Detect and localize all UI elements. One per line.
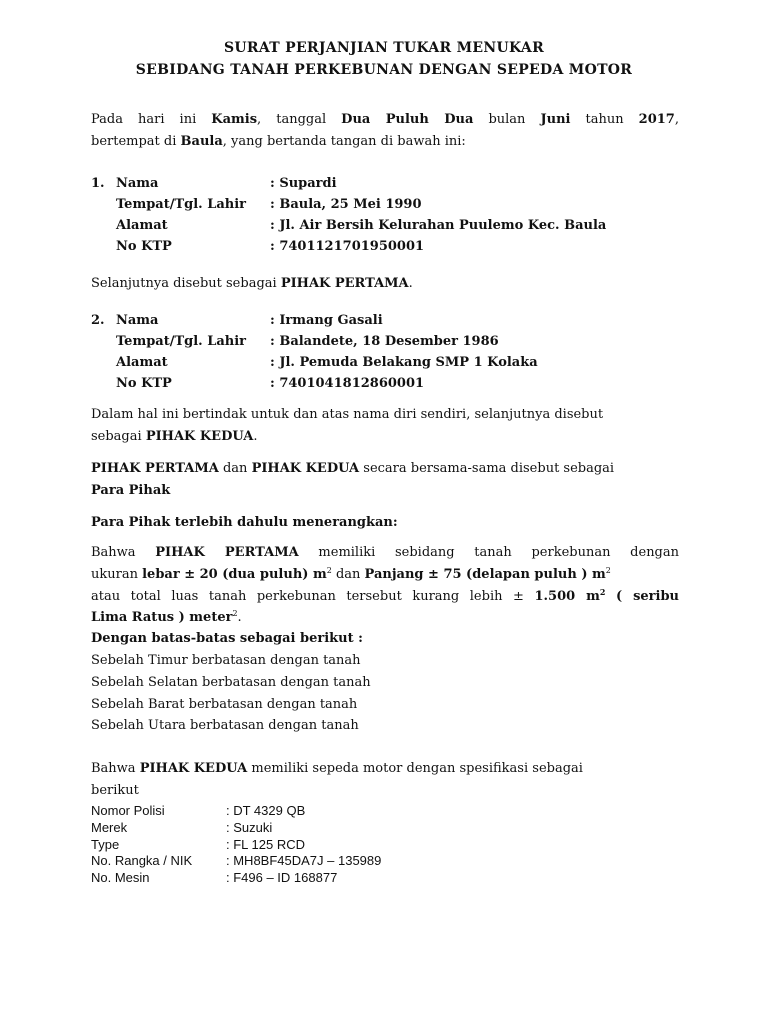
- intro-month: Juni: [540, 112, 571, 127]
- body-text: atau total luas tanah perkebunan tersebut kurang lebih ±: [91, 589, 524, 604]
- body-text: .: [408, 276, 413, 291]
- body-text: memiliki sepeda motor dengan spesifikasi sebagai: [251, 761, 583, 776]
- intro-line-1: [91, 112, 679, 127]
- field-value: : Jl. Pemuda Belakang SMP 1 Kolaka: [270, 355, 538, 370]
- field-label: Tempat/Tgl. Lahir: [116, 197, 247, 212]
- boundary-item: Sebelah Barat berbatasan dengan tanah: [91, 697, 358, 712]
- field-value: : 7401041812860001: [270, 376, 425, 391]
- field-label: Nama: [116, 176, 159, 191]
- superscript: 2: [232, 609, 238, 618]
- intro-day: Kamis: [211, 112, 258, 127]
- party-number: 1.: [91, 176, 105, 191]
- intro-text: , yang bertanda tangan di bawah ini:: [222, 134, 466, 149]
- intro-line-2: [91, 134, 679, 149]
- boundary-item: Sebelah Timur berbatasan dengan tanah: [91, 653, 361, 668]
- intro-date: Dua Puluh Dua: [341, 112, 474, 127]
- field-value: : Baula, 25 Mei 1990: [270, 197, 422, 212]
- motor-line-2: berikut: [91, 783, 139, 798]
- field-value: : Irmang Gasali: [270, 313, 383, 328]
- spec-label: Type: [91, 837, 120, 852]
- land-length: Panjang ± 75 (delapan puluh ) m: [364, 567, 606, 582]
- field-value: : Supardi: [270, 176, 337, 191]
- land-line-1: [91, 545, 679, 560]
- body-text: memiliki sebidang tanah perkebunan dengan: [318, 545, 680, 560]
- land-total-area: [534, 589, 605, 604]
- body-text: ukuran: [91, 567, 138, 582]
- area-words: Lima Ratus ) meter: [91, 610, 233, 625]
- spec-value: : DT 4329 QB: [226, 803, 306, 818]
- both-parties-line-1: [91, 461, 679, 476]
- party-term: PIHAK KEDUA: [139, 761, 248, 776]
- field-label: No KTP: [116, 239, 172, 254]
- spec-label: No. Rangka / NIK: [91, 853, 193, 868]
- spec-value: : MH8BF45DA7J – 135989: [226, 853, 382, 868]
- intro-year: 2017: [638, 112, 675, 127]
- spec-label: Nomor Polisi: [91, 803, 165, 818]
- party-term: PIHAK PERTAMA: [91, 461, 219, 476]
- intro-text: , tanggal: [257, 112, 327, 127]
- party-2-designation-line-1: Dalam hal ini bertindak untuk dan atas nama diri sendiri, selanjutnya disebut: [91, 407, 604, 422]
- spec-value: : Suzuki: [226, 820, 273, 835]
- both-parties-line-2: Para Pihak: [91, 483, 171, 498]
- intro-text: Pada hari ini: [91, 112, 197, 127]
- explanation-heading: Para Pihak terlebih dahulu menerangkan:: [91, 515, 398, 530]
- intro-text: ,: [674, 112, 679, 127]
- spec-value: : F496 – ID 168877: [226, 870, 338, 885]
- body-text: .: [253, 429, 258, 444]
- spec-value: : FL 125 RCD: [226, 837, 305, 852]
- superscript: 2: [599, 587, 606, 597]
- body-text: dan: [335, 567, 361, 582]
- body-text: Bahwa: [91, 545, 136, 560]
- body-text: .: [237, 610, 242, 625]
- land-line-3: [91, 589, 679, 604]
- boundary-heading: Dengan batas-batas sebagai berikut :: [91, 631, 363, 646]
- party-term: PIHAK PERTAMA: [155, 545, 299, 560]
- field-value: : Balandete, 18 Desember 1986: [270, 334, 499, 349]
- document-title-line-1: SURAT PERJANJIAN TUKAR MENUKAR: [223, 40, 545, 56]
- spec-label: No. Mesin: [91, 870, 150, 885]
- superscript: 2: [605, 566, 611, 575]
- area-value: 1.500 m: [534, 589, 600, 604]
- party-term: PIHAK PERTAMA: [280, 276, 409, 291]
- superscript: 2: [326, 566, 332, 575]
- area-words: ( seribu: [616, 589, 680, 604]
- boundary-item: Sebelah Selatan berbatasan dengan tanah: [91, 675, 371, 690]
- field-label: No KTP: [116, 376, 172, 391]
- field-label: Alamat: [116, 218, 168, 233]
- spec-label: Merek: [91, 820, 128, 835]
- body-text: sebagai: [91, 429, 142, 444]
- body-text: Bahwa: [91, 761, 136, 776]
- boundary-item: Sebelah Utara berbatasan dengan tanah: [91, 718, 359, 733]
- land-line-2: [91, 567, 679, 582]
- party-2-designation-line-2: [91, 429, 679, 444]
- intro-text: bulan: [488, 112, 526, 127]
- intro-text: tahun: [585, 112, 624, 127]
- motor-line-1: [91, 761, 679, 776]
- land-line-4: [91, 610, 679, 625]
- party-1-designation: [91, 276, 679, 291]
- body-text: dan: [222, 461, 248, 476]
- body-text: Selanjutnya disebut sebagai: [91, 276, 277, 291]
- field-label: Alamat: [116, 355, 168, 370]
- intro-place: Baula: [180, 134, 223, 149]
- party-term: PIHAK KEDUA: [145, 429, 254, 444]
- field-value: : 7401121701950001: [270, 239, 425, 254]
- party-number: 2.: [91, 313, 105, 328]
- party-term: PIHAK KEDUA: [251, 461, 360, 476]
- field-label: Tempat/Tgl. Lahir: [116, 334, 247, 349]
- field-value: : Jl. Air Bersih Kelurahan Puulemo Kec. Baula: [270, 218, 607, 233]
- document-title-line-2: SEBIDANG TANAH PERKEBUNAN DENGAN SEPEDA MOTOR: [135, 62, 633, 78]
- intro-text: bertempat di: [91, 134, 177, 149]
- field-label: Nama: [116, 313, 159, 328]
- body-text: secara bersama-sama disebut sebagai: [363, 461, 615, 476]
- land-width: lebar ± 20 (dua puluh) m: [142, 567, 327, 582]
